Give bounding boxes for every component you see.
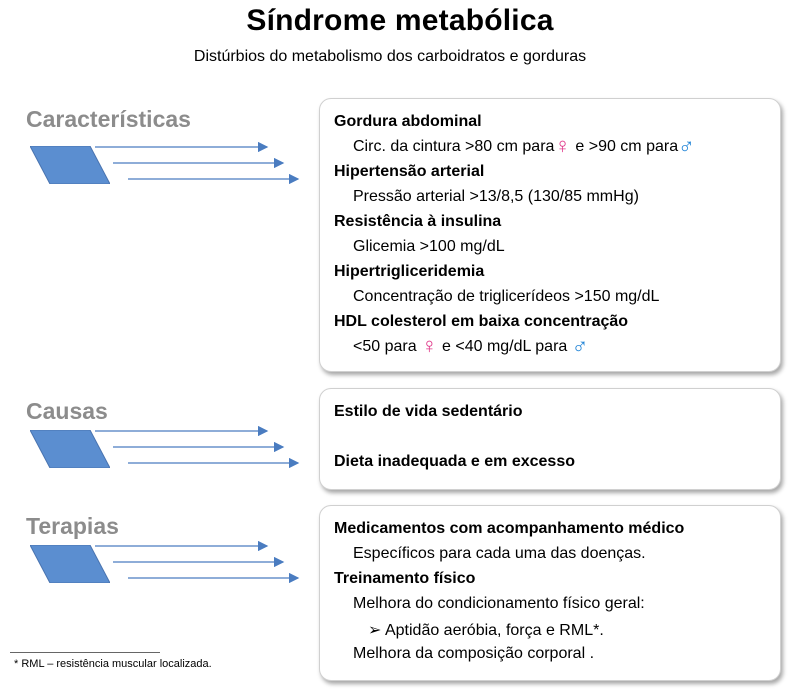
footnote: * RML – resistência muscular localizada.: [14, 658, 212, 670]
line-dieta: Dieta inadequada e em excesso: [334, 453, 575, 470]
footnote-divider: [10, 652, 160, 653]
line-hdl: HDL colesterol em baixa concentração: [334, 313, 629, 330]
arrow-group: [95, 424, 305, 468]
line-especificos: Específicos para cada uma das doenças.: [353, 545, 646, 562]
line-hdl-valores: [353, 333, 589, 358]
arrow-group: [95, 140, 305, 184]
terapias-box: [319, 505, 781, 681]
section-label-terapias: Terapias: [26, 513, 119, 539]
line-glicemia: Glicemia >100 mg/dL: [353, 238, 505, 255]
text-part: <50 para: [353, 338, 417, 355]
text-part: e <40 mg/dL para: [442, 338, 568, 355]
line-condicionamento: Melhora do condicionamento físico geral:: [353, 595, 645, 612]
page-subtitle: Distúrbios do metabolismo dos carboidratos e gorduras: [193, 48, 587, 65]
arrow-group: [95, 539, 305, 583]
section-label-caracteristicas: Características: [26, 106, 191, 132]
line-trigliceridios: Concentração de triglicerídeos >150 mg/dL: [353, 288, 660, 305]
female-symbol-icon: ♀: [421, 333, 438, 358]
female-symbol-icon: ♀: [554, 133, 571, 158]
bullet-arrow-icon: ➢: [368, 622, 382, 639]
line-composicao: Melhora da composição corporal .: [353, 645, 595, 662]
line-resistencia: Resistência à insulina: [334, 213, 502, 230]
page-title: Síndrome metabólica: [246, 4, 554, 37]
line-hipertrigliceridemia: Hipertrigliceridemia: [334, 263, 485, 280]
caracteristicas-box: [319, 98, 781, 372]
male-symbol-icon: ♂: [678, 133, 695, 158]
male-symbol-icon: ♂: [571, 333, 589, 358]
line-hipertensao: Hipertensão arterial: [334, 163, 485, 180]
line-medicamentos: Medicamentos com acompanhamento médico: [334, 520, 685, 537]
bullet-text: Aptidão aeróbia, força e RML*.: [384, 622, 604, 639]
line-gordura: Gordura abdominal: [334, 113, 482, 130]
line-cintura: [353, 133, 695, 158]
causas-box: [319, 388, 781, 490]
section-label-causas: Causas: [26, 398, 108, 424]
text-part: e >90 cm para: [575, 138, 679, 155]
line-aptidao: [368, 620, 604, 640]
line-pressao: Pressão arterial >13/8,5 (130/85 mmHg): [353, 188, 639, 205]
line-sedentario: Estilo de vida sedentário: [334, 403, 523, 420]
text-part: Circ. da cintura >80 cm para: [353, 138, 555, 155]
line-treinamento: Treinamento físico: [334, 570, 476, 587]
